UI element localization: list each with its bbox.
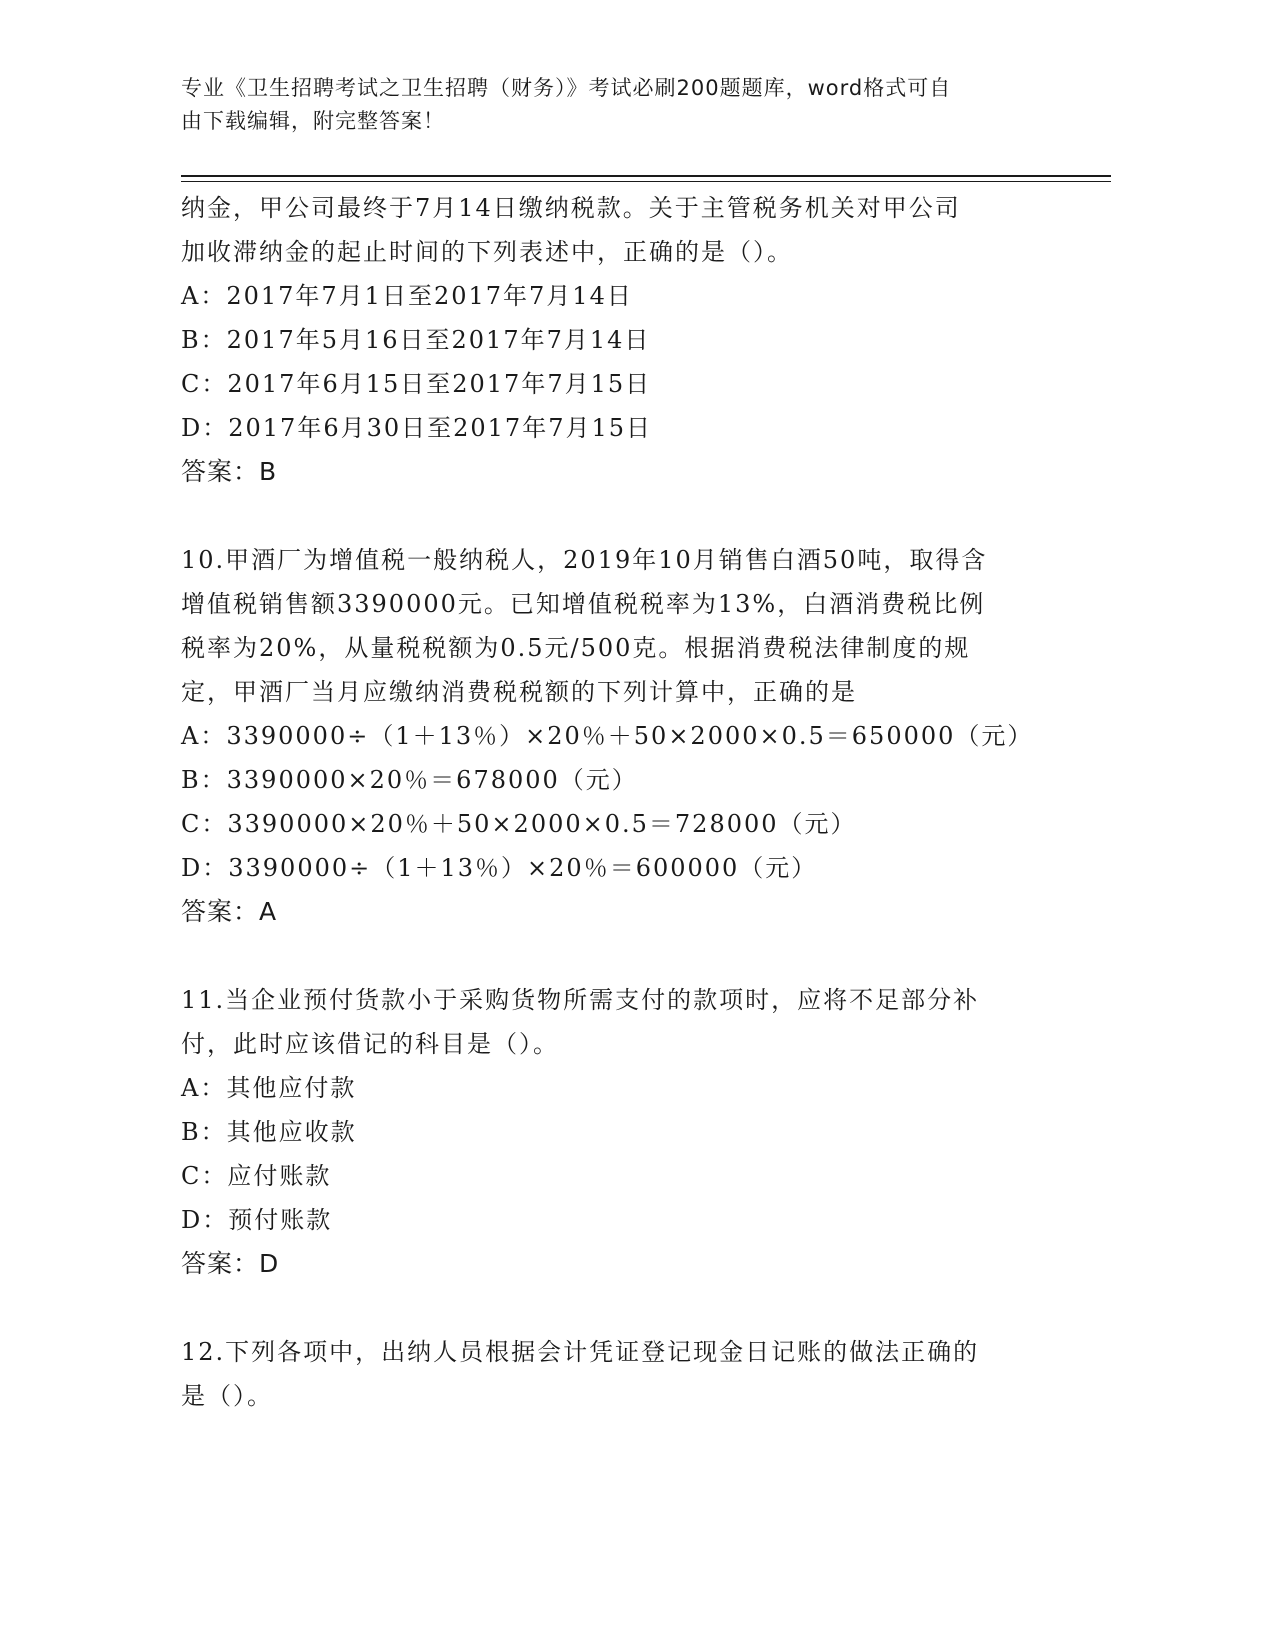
option-b: B：其他应收款 — [181, 1118, 357, 1146]
answer: 答案：A — [181, 897, 278, 926]
question-stem-line: 纳金，甲公司最终于7月14日缴纳税款。关于主管税务机关对甲公司 — [181, 194, 961, 222]
option-b: B：2017年5月16日至2017年7月14日 — [181, 326, 651, 354]
question-9 — [181, 186, 1081, 494]
header-line-2: 由下载编辑，附完整答案！ — [181, 109, 445, 133]
question-stem-line: 12.下列各项中，出纳人员根据会计凭证登记现金日记账的做法正确的 — [181, 1338, 980, 1366]
question-stem-line: 是（）。 — [181, 1382, 273, 1410]
option-c: C：3390000×20％＋50×2000×0.5＝728000（元） — [181, 810, 857, 838]
option-a: A：3390000÷（1＋13％）×20％＋50×2000×0.5＝650000（元） — [181, 722, 1034, 750]
spacer — [181, 934, 1081, 978]
question-stem-line: 定，甲酒厂当月应缴纳消费税税额的下列计算中，正确的是 — [181, 678, 857, 706]
question-12 — [181, 1330, 1081, 1418]
spacer — [181, 1286, 1081, 1330]
option-d: D：2017年6月30日至2017年7月15日 — [181, 414, 653, 442]
option-b: B：3390000×20％＝678000（元） — [181, 766, 638, 794]
header-divider-thin — [181, 181, 1111, 182]
answer: 答案：B — [181, 457, 278, 486]
question-stem-line: 10.甲酒厂为增值税一般纳税人，2019年10月销售白酒50吨，取得含 — [181, 546, 988, 574]
question-11 — [181, 978, 1081, 1286]
option-a: A：其他应付款 — [181, 1074, 357, 1102]
option-a: A：2017年7月1日至2017年7月14日 — [181, 282, 633, 310]
header-line-1: 专业《卫生招聘考试之卫生招聘（财务）》考试必刷200题题库，word格式可自 — [181, 76, 952, 100]
option-c: C：2017年6月15日至2017年7月15日 — [181, 370, 652, 398]
question-list — [181, 186, 1081, 1418]
question-stem-line: 加收滞纳金的起止时间的下列表述中，正确的是（）。 — [181, 238, 793, 266]
page-header — [181, 72, 1061, 138]
question-stem-line: 税率为20%，从量税税额为0.5元/500克。根据消费税法律制度的规 — [181, 634, 971, 662]
option-d: D：预付账款 — [181, 1206, 333, 1234]
question-stem-line: 增值税销售额3390000元。已知增值税税率为13%，白酒消费税比例 — [181, 590, 986, 618]
spacer — [181, 494, 1081, 538]
answer: 答案：D — [181, 1249, 280, 1278]
question-10 — [181, 538, 1081, 934]
question-stem-line: 11.当企业预付货款小于采购货物所需支付的款项时，应将不足部分补 — [181, 986, 980, 1014]
header-divider-thick — [181, 175, 1111, 177]
option-d: D：3390000÷（1＋13％）×20％＝600000（元） — [181, 854, 818, 882]
question-stem-line: 付，此时应该借记的科目是（）。 — [181, 1030, 559, 1058]
option-c: C：应付账款 — [181, 1162, 332, 1190]
